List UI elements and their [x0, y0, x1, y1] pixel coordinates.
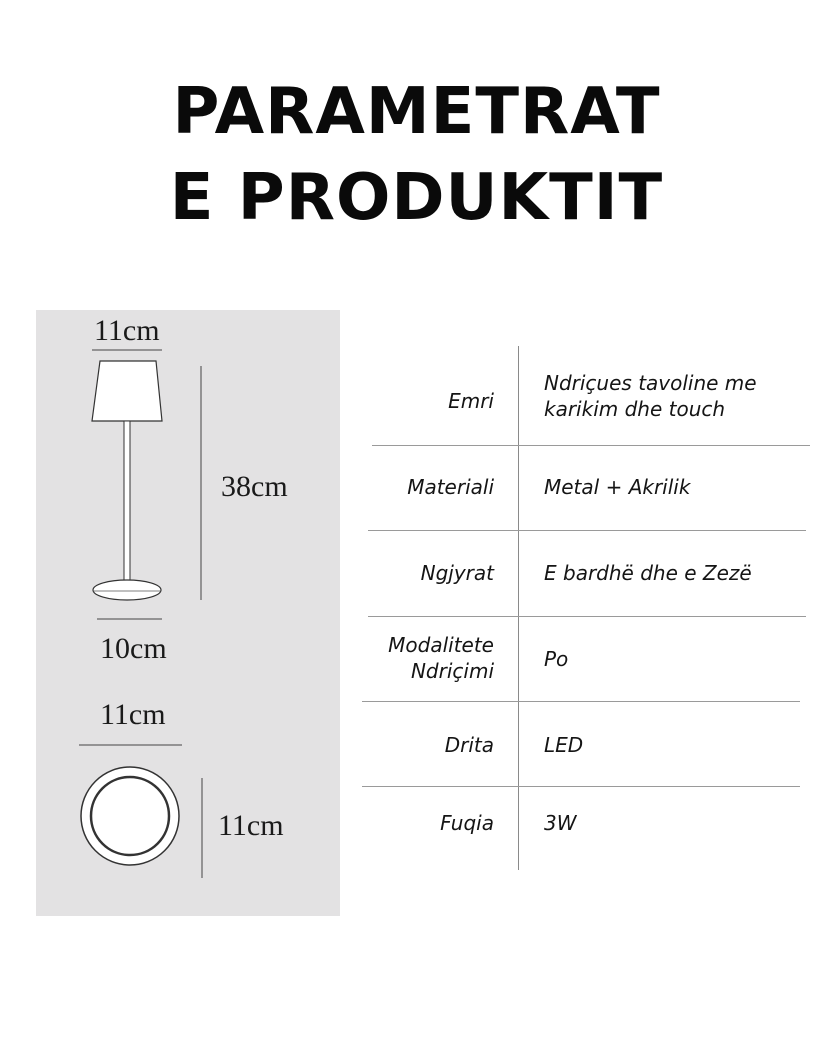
lamp-shade: [92, 361, 162, 421]
spec-value-colors: E bardhë dhe e Zezë: [544, 561, 752, 585]
height-label: 38cm: [221, 470, 288, 503]
page-title-line-2: E PRODUKTIT: [169, 161, 664, 235]
base-width-label: 10cm: [100, 632, 167, 665]
spec-label-lighting-modes: Modalitete Ndriçimi: [388, 633, 494, 683]
spec-label-name: Emri: [448, 389, 494, 413]
spec-value-power: 3W: [544, 811, 577, 835]
shade-width-label: 11cm: [94, 314, 160, 347]
spec-label-power: Fuqia: [440, 811, 494, 835]
top-view-inner-circle: [91, 777, 169, 855]
spec-label-light: Drita: [444, 733, 494, 757]
lamp-stem: [124, 421, 130, 587]
lamp-base: [93, 580, 161, 600]
spec-label-material: Materiali: [407, 475, 494, 499]
top-view-depth-label: 11cm: [218, 809, 284, 842]
spec-value-material: Metal + Akrilik: [544, 475, 691, 499]
page-title-line-1: PARAMETRAT: [172, 75, 661, 149]
spec-value-light: LED: [544, 733, 584, 757]
spec-value-lighting-modes: Po: [544, 647, 569, 671]
spec-value-name: Ndriçues tavoline me karikim dhe touch: [544, 371, 757, 421]
top-view-width-label: 11cm: [100, 698, 166, 731]
spec-label-colors: Ngjyrat: [420, 561, 494, 585]
